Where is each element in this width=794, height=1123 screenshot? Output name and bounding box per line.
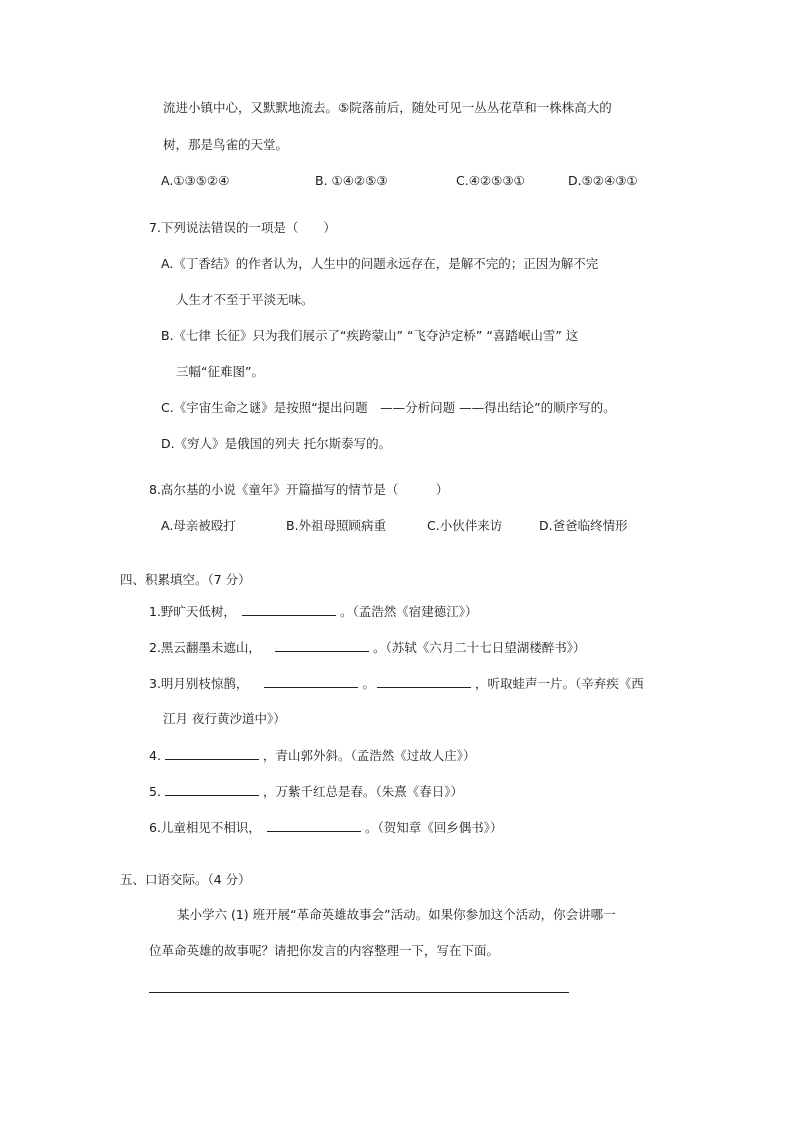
fill-item-1: [149, 602, 477, 621]
fill-blank-5[interactable]: [165, 782, 259, 796]
q6-option-c: C.④②⑤③①: [456, 173, 525, 188]
q7-option-c: C.《宇宙生命之谜》是按照“提出问题 ——分析问题 ——得出结论”的顺序写的。: [161, 400, 616, 415]
q6-text-line1: 流进小镇中心，又默默地流去。⑤院落前后，随处可见一丛丛花草和一株株高大的: [163, 100, 612, 115]
q8-option-a: A.母亲被殴打: [161, 518, 236, 533]
fill-item-1-prefix: 1.野旷天低树，: [149, 604, 236, 619]
fill-item-6-prefix: 6.儿童相见不相识，: [149, 820, 261, 835]
q8-option-c: C.小伙伴来访: [427, 518, 503, 533]
section5-prompt-line2: 位革命英雄的故事呢？请把你发言的内容整理一下，写在下面。: [149, 943, 500, 958]
fill-item-4-prefix: 4.: [149, 748, 161, 763]
fill-blank-6[interactable]: [267, 818, 361, 832]
fill-blank-4[interactable]: [165, 746, 259, 760]
q6-option-a: A.①③⑤②④: [161, 173, 230, 188]
fill-item-1-suffix: 。（孟浩然《宿建德江》）: [339, 604, 478, 619]
q7-option-d: D.《穷人》是俄国的列夫 托尔斯泰写的。: [161, 436, 392, 451]
q6-option-b: B. ①④②⑤③: [315, 173, 388, 188]
fill-item-3-suffix: ，听取蛙声一片。（辛弃疾《西: [474, 676, 644, 691]
q7-option-b-line1: B.《七律 长征》只为我们展示了“疾跨蒙山” “飞夺泸定桥” “喜踏岷山雪” 这: [161, 328, 579, 343]
section4-heading: 四、积累填空。（7 分）: [120, 572, 251, 587]
fill-item-4-suffix: ，青山郭外斜。（孟浩然《过故人庄》）: [262, 748, 476, 763]
fill-item-2: [149, 638, 585, 657]
fill-item-3-prefix: 3.明月别枝惊鹊，: [149, 676, 249, 691]
fill-item-3: [149, 674, 644, 693]
q6-text-line2: 树，那是鸟雀的天堂。: [163, 137, 289, 152]
section5-heading: 五、口语交际。（4 分）: [120, 872, 251, 887]
q7-option-a-line1: A.《丁香结》的作者认为，人生中的问题永远存在，是解不完的；正因为解不完: [161, 256, 599, 271]
fill-item-4: [149, 746, 475, 765]
fill-blank-1[interactable]: [242, 602, 336, 616]
q8-option-b: B.外祖母照顾病重: [286, 518, 387, 533]
fill-item-5-prefix: 5.: [149, 784, 161, 799]
q8-option-d: D.爸爸临终情形: [539, 518, 628, 533]
section5-prompt-line1: 某小学六 (1) 班开展“革命英雄故事会”活动。如果你参加这个活动，你会讲哪一: [177, 907, 616, 922]
answer-writing-line[interactable]: [149, 992, 569, 993]
fill-item-5-suffix: ，万紫千红总是春。（朱熹《春日》）: [262, 784, 463, 799]
fill-blank-2[interactable]: [275, 638, 369, 652]
fill-item-2-prefix: 2.黑云翻墨未遮山，: [149, 640, 261, 655]
fill-blank-3b[interactable]: [377, 674, 471, 688]
q6-option-d: D.⑤②④③①: [568, 173, 638, 188]
q7-option-a-line2: 人生才不至于平淡无味。: [176, 292, 314, 307]
q7-stem: 7.下列说法错误的一项是（ ）: [149, 220, 336, 235]
fill-item-3-mid: 。: [362, 676, 375, 691]
fill-item-6: [149, 818, 502, 837]
q7-option-b-line2: 三幅“征难图”。: [176, 364, 264, 379]
fill-item-2-suffix: 。（苏轼《六月二十七日望湖楼醉书》）: [372, 640, 586, 655]
fill-item-6-suffix: 。（贺知章《回乡偶书》）: [364, 820, 503, 835]
q8-stem: 8.高尔基的小说《童年》开篇描写的情节是（ ）: [149, 482, 449, 497]
fill-item-5: [149, 782, 463, 801]
fill-item-3-line2: 江月 夜行黄沙道中》）: [163, 711, 286, 726]
fill-blank-3a[interactable]: [264, 674, 358, 688]
